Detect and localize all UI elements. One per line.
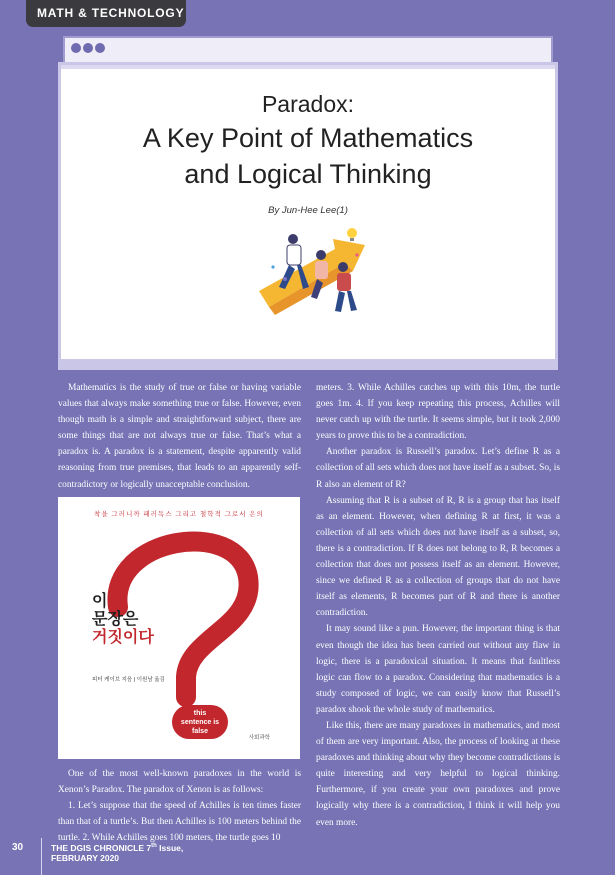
section-tab	[26, 0, 186, 27]
lightbulb-icon	[347, 228, 357, 238]
title-line-1: Paradox:	[261, 91, 355, 117]
paragraph: 1. Let’s suppose that the speed of Achilles is ten times faster than that of a turtle’s. But then Achilles is 100 meters behind the turtle. 2. While Achilles goes 100 meters, the turtle goes 10	[58, 801, 301, 844]
title-window	[58, 62, 558, 362]
footer-date: FEBRUARY 2020	[51, 852, 120, 863]
column-2	[316, 380, 560, 831]
person-body	[287, 245, 301, 265]
book-title	[92, 593, 154, 647]
person-head	[316, 250, 326, 260]
paragraph: Assuming that R is a subset of R, R is a group that has itself as an element. However, when defining R at first, it was a collection of all sets which does not have itself as a subset, so, there is a contradiction. If R does not belong to R, R becomes a collection that does not possess itself as an element. However, since we defined R as a collection of groups that do not have itself as elements, R becomes part of R and there is another contradiction.	[316, 495, 560, 619]
person-body	[337, 273, 351, 291]
window-dot-icon	[71, 43, 81, 53]
book-title-line: 거짓이다	[92, 629, 154, 646]
paragraph: meters. 3. While Achilles catches up with this 10m, the turtle goes 1m. 4. If you keep repeating this process, Achilles will never catch up with the turtle. It seems simple, but it took 2,000 years to prove this to be a contradiction.	[316, 383, 560, 442]
book-author: 피터 케이브 지음 | 이원남 옮김	[92, 677, 165, 683]
paragraph: Like this, there are many paradoxes in mathematics, and most of them are very important. Also, the process of looking at these paradoxes and thinking about why they become contradictions is quite interesting and very helpful to logical thinking. Furthermore, if you create your own paradoxes and prove logically why there is a contradiction, I think it will help you even more.	[316, 720, 560, 828]
book-publisher: 사회과학	[248, 735, 270, 741]
window-shadow	[58, 362, 558, 370]
title-line-2: A Key Point of Mathematics	[142, 123, 474, 153]
title-line-3: and Logical Thinking	[184, 159, 432, 189]
window-dot-icon	[83, 43, 93, 53]
column-1-bottom	[58, 766, 301, 846]
paragraph: Mathematics is the study of true or false or having variable values that always make something true or false. However, even though math is a simple and straightforward subject, there are some things that are not always true or false. That’s what a paradox is. A paradox is a statement, despite apparently valid reasoning from true premises, that leads to an apparently self-contradictory or logically unacceptable conclusion.	[58, 383, 301, 490]
paragraph: One of the most well-known paradoxes in the world is Xenon’s Paradox. The paradox of Xenon is as follows:	[58, 769, 301, 796]
title-main	[61, 120, 555, 192]
window-top-strip	[61, 65, 555, 69]
column-1-top	[58, 380, 301, 493]
paragraph: Another paradox is Russell’s paradox. Let’s define R as a collection of all sets which does not have itself as a subset. So, is R also an element of R?	[316, 447, 560, 490]
book-title-line: 문장은	[92, 611, 139, 628]
footer-divider	[41, 838, 42, 875]
people-pushing-arrow-illustration	[259, 227, 379, 327]
footer-publication: THE DGIS CHRONICLE 7th Issue, FEBRUARY 2020	[51, 842, 184, 863]
page-number: 30	[12, 842, 24, 853]
window-title-bar	[65, 38, 551, 60]
section-tab-label: MATH & TECHNOLOGY	[37, 6, 185, 20]
paragraph: It may sound like a pun. However, the important thing is that even though the idea has been carried out without any flaw in logic, there is a paradoxical situation. It means that faultless logic can flow to a paradox. Considering that mathematics is a study composed of logic, we can easily know that Russell’s paradox shook the whole study of mathematics.	[316, 624, 560, 715]
book-cover-image	[58, 497, 300, 759]
book-title-line: 이	[92, 593, 108, 610]
person-body	[315, 261, 328, 279]
byline: By Jun-Hee Lee(1)	[268, 205, 348, 216]
book-top-line: 착을 그러니까 패러독스 그리고 철학적 그로서 은의	[94, 511, 264, 518]
window-dot-icon	[95, 43, 105, 53]
person-head	[288, 234, 298, 244]
book-badge: this sentence is false	[172, 705, 228, 739]
person-head	[338, 262, 348, 272]
